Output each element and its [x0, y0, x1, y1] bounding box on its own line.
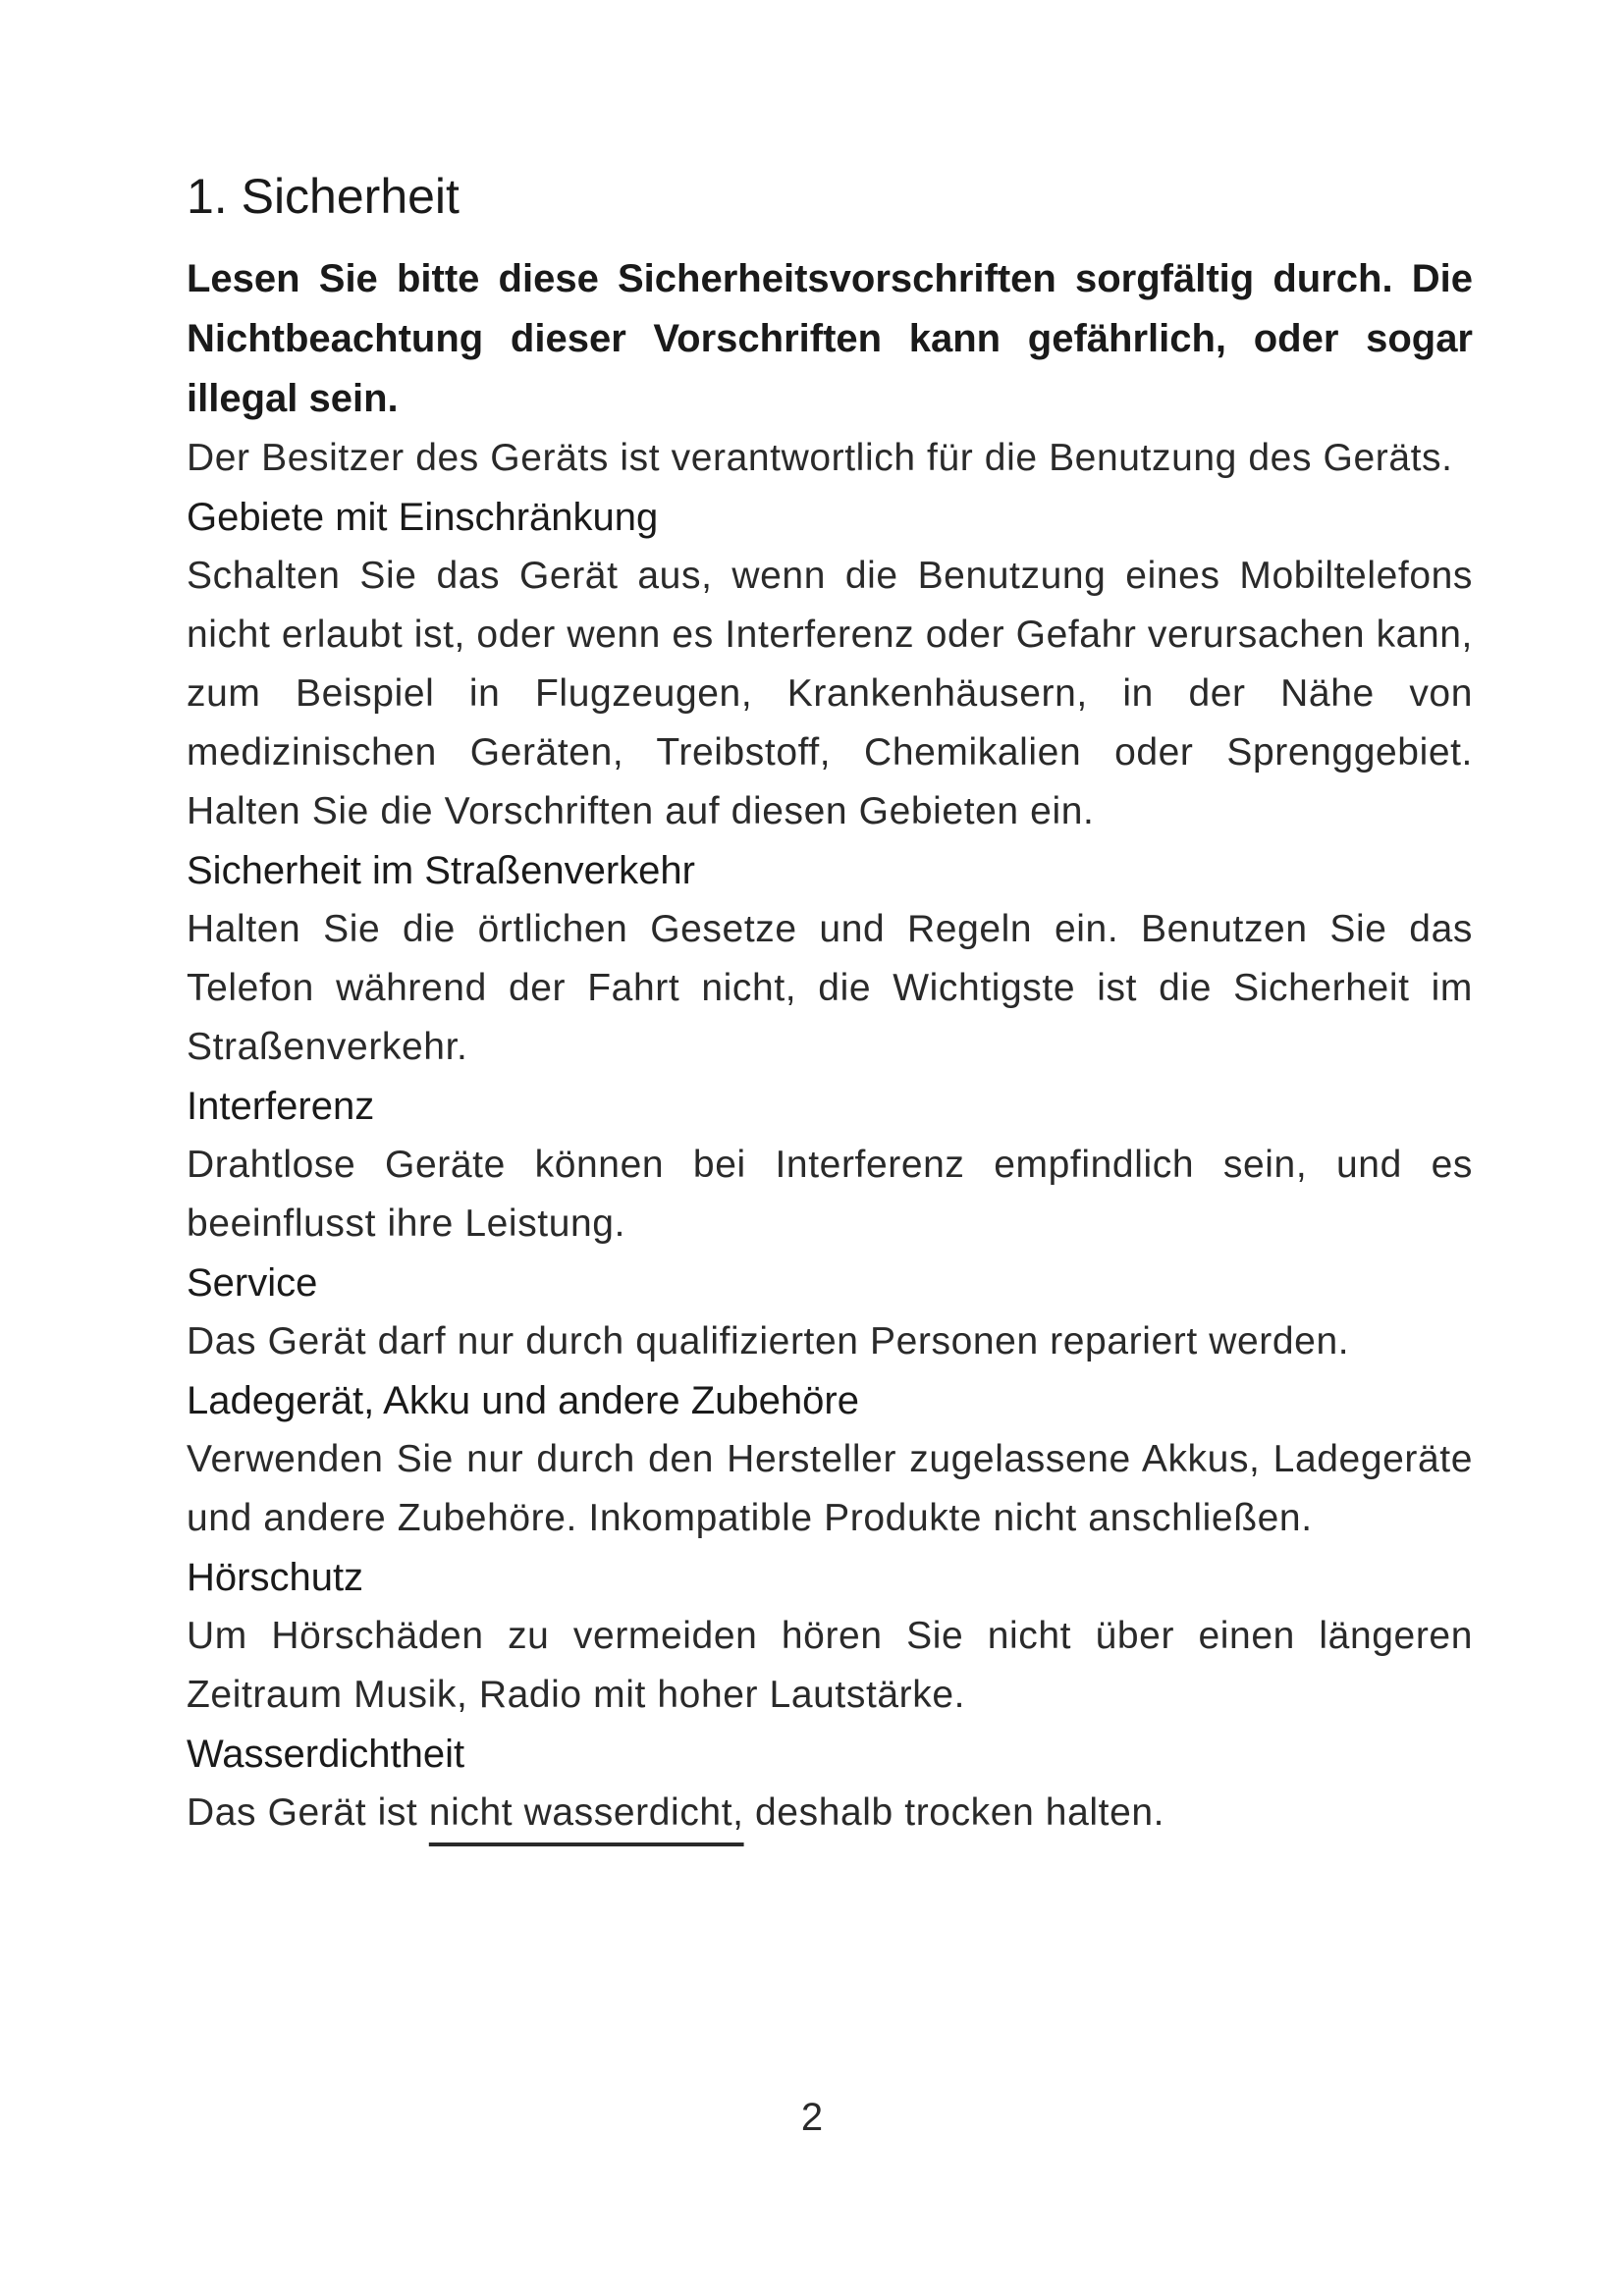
section-water-resistance: [187, 1725, 1473, 1842]
text-after: deshalb trocken halten.: [743, 1791, 1165, 1834]
section-text: Das Gerät darf nur durch qualifizierten Personen repariert werden.: [187, 1320, 1350, 1362]
page-title: 1. Sicherheit: [187, 169, 460, 224]
section-text: Halten Sie die örtlichen Gesetze und Regeln ein. Benutzen Sie das Telefon während der Fahrt nicht, die Wichtigste ist die Sicherheit im Straßenverkehr.: [187, 908, 1473, 1068]
section-text: Schalten Sie das Gerät aus, wenn die Benutzung eines Mobiltelefons nicht erlaubt ist, oder wenn es Interferenz oder Gefahr verursachen kann, zum Beispiel in Flugzeugen, Krankenhäusern, in der Nähe von medizinischen Geräten, Treibstoff, Chemikalien oder Sprenggebiet. Halten Sie die Vorschriften auf diesen Gebieten ein.: [187, 555, 1473, 832]
section-text: [187, 1784, 1473, 1842]
section-heading: Gebiete mit Einschränkung: [187, 496, 659, 539]
section-text: Drahtlose Geräte können bei Interferenz empfindlich sein, und es beeinflusst ihre Leistung.: [187, 1144, 1473, 1245]
section-heading: Interferenz: [187, 1085, 375, 1128]
text-before: Das Gerät ist: [187, 1791, 429, 1834]
section-heading: Service: [187, 1261, 318, 1305]
section-text: Um Hörschäden zu vermeiden hören Sie nicht über einen längeren Zeitraum Musik, Radio mit hoher Lautstärke.: [187, 1615, 1473, 1716]
section-road-safety: [187, 841, 1473, 1077]
section-heading: Ladegerät, Akku und andere Zubehöre: [187, 1379, 859, 1422]
section-text: Verwenden Sie nur durch den Hersteller zugelassene Akkus, Ladegeräte und andere Zubehöre. Inkompatible Produkte nicht anschließen.: [187, 1438, 1473, 1539]
page-number: 2: [800, 2096, 824, 2139]
section-restricted-areas: [187, 488, 1473, 841]
document-page: [187, 157, 1473, 1842]
section-hearing-protection: [187, 1548, 1473, 1725]
section-service: [187, 1254, 1473, 1371]
section-heading: Wasserdichtheit: [187, 1733, 465, 1776]
section-interference: [187, 1077, 1473, 1254]
section-heading: Hörschutz: [187, 1556, 364, 1599]
underlined-warning: nicht wasserdicht,: [428, 1791, 744, 1834]
owner-text: Der Besitzer des Geräts ist verantwortlich für die Benutzung des Geräts.: [187, 437, 1453, 479]
section-accessories: [187, 1371, 1473, 1548]
intro-text: Lesen Sie bitte diese Sicherheitsvorschriften sorgfältig durch. Die Nichtbeachtung dieser Vorschriften kann gefährlich, oder sogar illegal sein.: [187, 257, 1473, 420]
section-heading: Sicherheit im Straßenverkehr: [187, 849, 695, 892]
